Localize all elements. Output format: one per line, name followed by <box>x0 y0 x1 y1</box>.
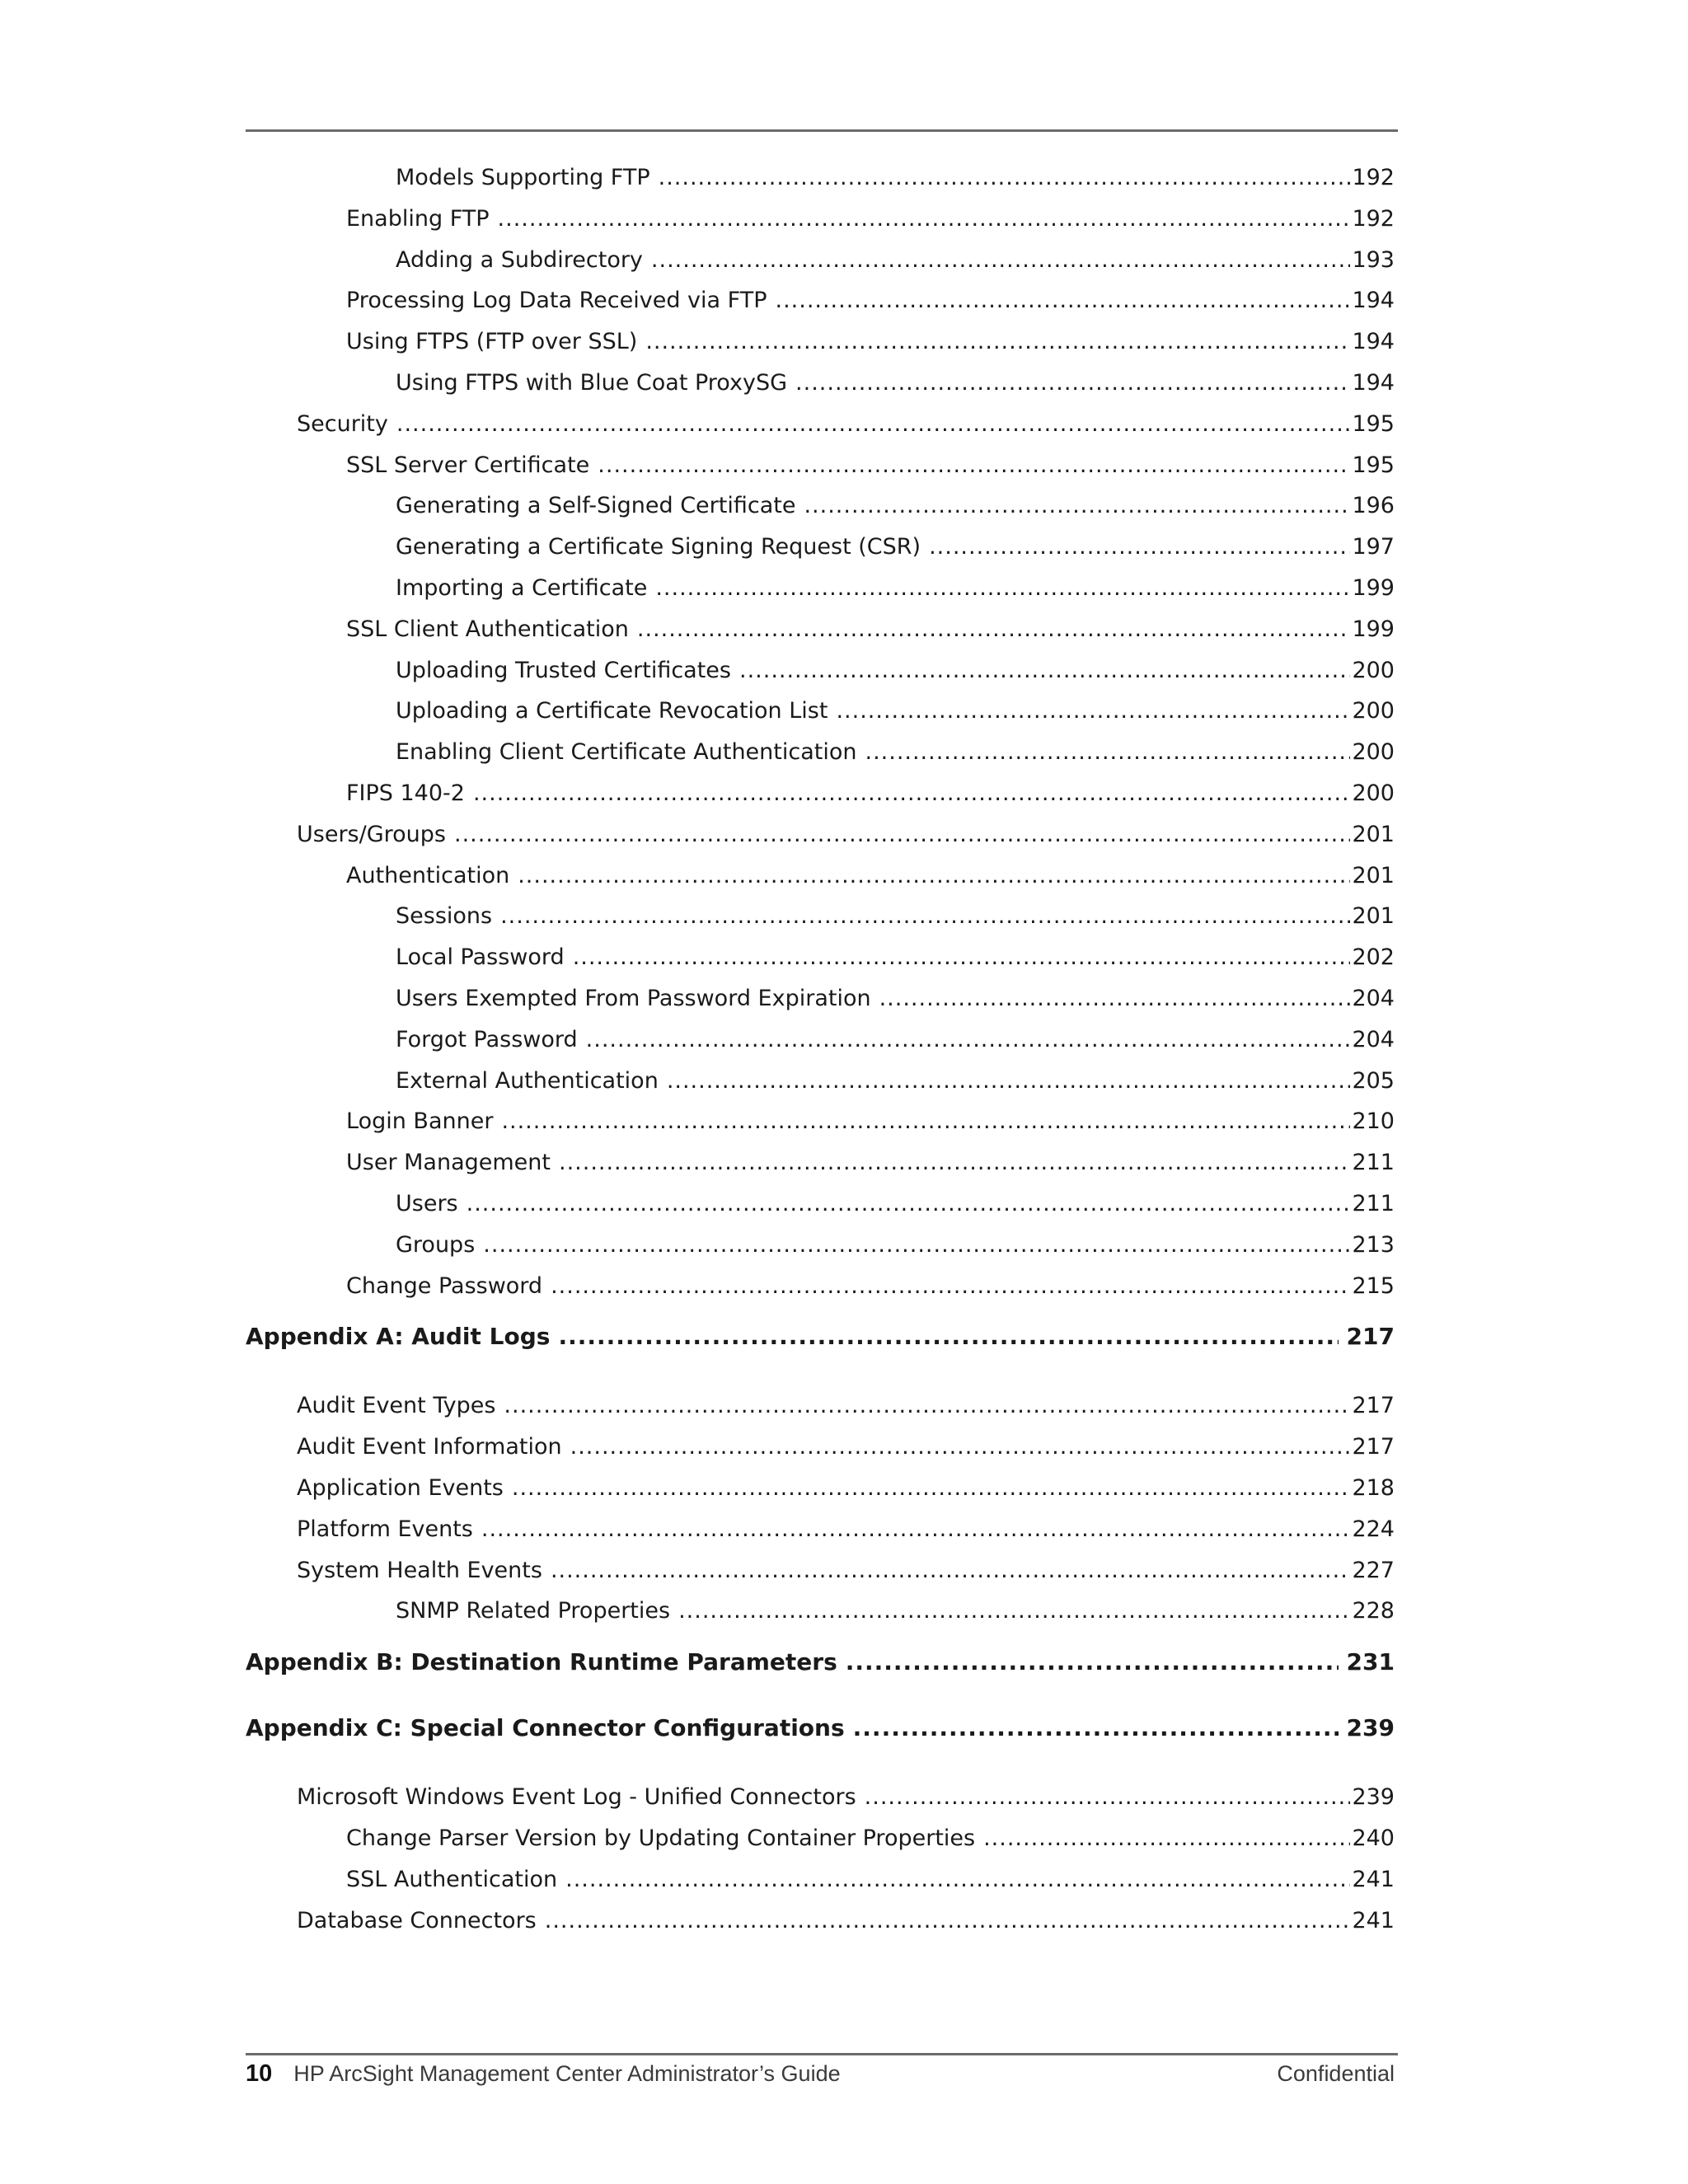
dot-leader <box>739 654 1350 687</box>
toc-entry-title: Authentication <box>346 862 510 888</box>
toc-entry-title: Groups <box>396 1231 476 1258</box>
toc-entry-page: 192 <box>1352 205 1395 232</box>
toc-entry-page: 211 <box>1352 1150 1395 1176</box>
toc-entry-title: Audit Event Information <box>297 1434 562 1460</box>
toc-entry[interactable] <box>246 1146 1395 1179</box>
toc-entry-title: Generating a Self-Signed Certificate <box>396 493 796 519</box>
dot-leader <box>983 1822 1350 1855</box>
toc-entry[interactable] <box>246 1472 1395 1505</box>
toc-entry[interactable] <box>246 408 1395 441</box>
toc-entry-page: 200 <box>1352 739 1395 766</box>
dot-leader <box>504 1390 1350 1422</box>
toc-entry-page: 217 <box>1346 1323 1395 1351</box>
dot-leader <box>865 1781 1351 1814</box>
toc-entry-page: 241 <box>1352 1907 1395 1933</box>
toc-entry-title: User Management <box>346 1150 551 1176</box>
toc-entry-page: 201 <box>1352 903 1395 930</box>
toc-entry[interactable] <box>246 900 1395 933</box>
dot-leader <box>473 777 1351 810</box>
toc-entry-page: 192 <box>1352 165 1395 190</box>
toc-entry[interactable] <box>246 1822 1395 1855</box>
dot-leader <box>598 449 1350 482</box>
toc-entry-page: 200 <box>1352 780 1395 806</box>
footer-document-title: HP ArcSight Management Center Administrator’s Guide <box>293 2061 841 2086</box>
toc-entry-page: 211 <box>1352 1191 1395 1216</box>
toc-entry-page: 217 <box>1352 1393 1395 1419</box>
toc-entry-title: SSL Client Authentication <box>346 616 629 642</box>
toc-chapter-entry[interactable] <box>246 1712 1395 1745</box>
dot-leader <box>804 490 1350 523</box>
dot-leader <box>929 531 1350 564</box>
toc-entry-title: Users <box>396 1191 458 1216</box>
toc-entry-title: Audit Event Types <box>297 1393 496 1419</box>
dot-leader <box>651 244 1351 277</box>
toc-entry-page: 239 <box>1352 1784 1395 1811</box>
dot-leader <box>865 736 1350 769</box>
toc-entry[interactable] <box>246 367 1395 400</box>
toc-entry[interactable] <box>246 531 1395 564</box>
toc-entry-title: Generating a Certificate Signing Request (CSR) <box>396 534 921 560</box>
toc-entry[interactable] <box>246 1105 1395 1138</box>
toc-entry-page: 196 <box>1352 493 1395 519</box>
toc-entry-title: Models Supporting FTP <box>396 165 650 190</box>
page-footer <box>246 2060 1395 2093</box>
dot-leader <box>518 860 1350 893</box>
toc-entry[interactable] <box>246 572 1395 605</box>
dot-leader <box>645 326 1350 359</box>
toc-entry-page: 228 <box>1352 1598 1395 1624</box>
toc-entry-page: 200 <box>1352 698 1395 724</box>
toc-entry-page: 231 <box>1346 1648 1395 1676</box>
toc-entry-title: Adding a Subdirectory <box>396 246 643 273</box>
toc-chapter-entry[interactable] <box>246 1320 1395 1353</box>
toc-entry[interactable] <box>246 490 1395 523</box>
toc-entry-page: 195 <box>1352 452 1395 478</box>
toc-entry-title: Security <box>297 410 388 437</box>
toc-entry-title: Uploading Trusted Certificates <box>396 657 731 683</box>
toc-entry-title: Change Password <box>346 1272 543 1299</box>
toc-entry-page: 224 <box>1352 1516 1395 1542</box>
dot-leader <box>846 1646 1339 1679</box>
dot-leader <box>879 982 1351 1015</box>
dot-leader <box>853 1712 1339 1745</box>
toc-entry[interactable] <box>246 1229 1395 1262</box>
dot-leader <box>396 408 1351 441</box>
dot-leader <box>551 1554 1351 1587</box>
dot-leader <box>483 1229 1350 1262</box>
toc-entry-page: 204 <box>1352 1026 1395 1052</box>
toc-entry-page: 197 <box>1352 534 1395 560</box>
toc-entry[interactable] <box>246 1270 1395 1303</box>
toc-entry[interactable] <box>246 736 1395 769</box>
toc-entry-page: 217 <box>1352 1434 1395 1460</box>
toc-entry[interactable] <box>246 1863 1395 1896</box>
toc-entry-page: 241 <box>1352 1866 1395 1892</box>
toc-entry-page: 193 <box>1352 246 1395 273</box>
toc-entry-page: 205 <box>1352 1067 1395 1094</box>
dot-leader <box>637 613 1351 646</box>
toc-entry[interactable] <box>246 1188 1395 1221</box>
toc-entry[interactable] <box>246 777 1395 810</box>
dot-leader <box>498 203 1351 236</box>
toc-entry[interactable] <box>246 941 1395 974</box>
toc-entry-page: 201 <box>1352 821 1395 847</box>
dot-leader <box>586 1024 1351 1057</box>
toc-entry[interactable] <box>246 982 1395 1015</box>
toc-entry[interactable] <box>246 1781 1395 1814</box>
toc-entry[interactable] <box>246 162 1395 194</box>
toc-entry-title: Using FTPS (FTP over SSL) <box>346 329 638 355</box>
toc-entry-title: Appendix B: Destination Runtime Parameters <box>246 1648 837 1676</box>
toc-entry-title: Enabling FTP <box>346 205 490 232</box>
toc-entry-title: Using FTPS with Blue Coat ProxySG <box>396 370 788 396</box>
dot-leader <box>559 1146 1350 1179</box>
toc-entry[interactable] <box>246 1554 1395 1587</box>
dot-leader <box>795 367 1350 400</box>
toc-entry[interactable] <box>246 860 1395 893</box>
header-rule <box>246 129 1398 132</box>
toc-entry-page: 199 <box>1352 616 1395 642</box>
toc-entry[interactable] <box>246 326 1395 359</box>
toc-entry-page: 218 <box>1352 1475 1395 1501</box>
toc-entry[interactable] <box>246 818 1395 851</box>
toc-entry[interactable] <box>246 1431 1395 1464</box>
toc-entry[interactable] <box>246 1065 1395 1098</box>
dot-leader <box>573 941 1351 974</box>
footer-rule <box>246 2053 1398 2055</box>
dot-leader <box>655 572 1350 605</box>
toc-entry-title: Change Parser Version by Updating Container Properties <box>346 1825 976 1851</box>
toc-entry-title: Users/Groups <box>297 821 446 847</box>
toc-entry-title: Enabling Client Certificate Authentication <box>396 739 857 766</box>
toc-entry-title: Microsoft Windows Event Log - Unified Connectors <box>297 1784 856 1811</box>
dot-leader <box>551 1270 1350 1303</box>
toc-entry-page: 199 <box>1352 575 1395 601</box>
toc-entry[interactable] <box>246 1905 1395 1938</box>
toc-entry-title: SSL Server Certificate <box>346 452 590 478</box>
toc-entry-title: SNMP Related Properties <box>396 1598 671 1624</box>
toc-entry-title: Login Banner <box>346 1108 494 1135</box>
toc-entry[interactable] <box>246 449 1395 482</box>
dot-leader <box>512 1472 1351 1505</box>
toc-entry-title: FIPS 140-2 <box>346 780 465 806</box>
toc-entry-page: 239 <box>1346 1714 1395 1742</box>
toc-chapter-entry[interactable] <box>246 1646 1395 1679</box>
toc-entry-page: 194 <box>1352 288 1395 314</box>
toc-entry-page: 195 <box>1352 410 1395 437</box>
dot-leader <box>565 1863 1350 1896</box>
toc-entry-title: System Health Events <box>297 1557 542 1583</box>
toc-entry-page: 213 <box>1352 1231 1395 1258</box>
toc-entry[interactable] <box>246 244 1395 277</box>
toc-entry[interactable] <box>246 284 1395 317</box>
toc-entry-title: Processing Log Data Received via FTP <box>346 288 767 314</box>
toc-entry-title: External Authentication <box>396 1067 659 1094</box>
toc-entry-page: 204 <box>1352 986 1395 1011</box>
toc-entry-title: Forgot Password <box>396 1026 578 1052</box>
toc-entry-page: 215 <box>1352 1272 1395 1299</box>
dot-leader <box>678 1595 1350 1628</box>
toc-entry-title: Sessions <box>396 903 493 930</box>
dot-leader <box>659 162 1351 194</box>
toc-entry-title: Uploading a Certificate Revocation List <box>396 698 828 724</box>
dot-leader <box>570 1431 1351 1464</box>
toc-entry-title: Appendix C: Special Connector Configurations <box>246 1714 845 1742</box>
toc-entry[interactable] <box>246 1024 1395 1057</box>
toc-entry-page: 200 <box>1352 657 1395 683</box>
toc-entry-page: 202 <box>1352 944 1395 971</box>
toc-entry-page: 201 <box>1352 862 1395 888</box>
toc-entry-page: 194 <box>1352 329 1395 355</box>
toc-entry-page: 227 <box>1352 1557 1395 1583</box>
toc-entry-title: Appendix A: Audit Logs <box>246 1323 551 1351</box>
dot-leader <box>500 900 1350 933</box>
toc-entry-title: Local Password <box>396 944 565 971</box>
dot-leader <box>501 1105 1350 1138</box>
dot-leader <box>836 695 1350 728</box>
toc-entry-title: Application Events <box>297 1475 504 1501</box>
dot-leader <box>558 1320 1338 1353</box>
toc-entry[interactable] <box>246 1390 1395 1422</box>
toc-entry-page: 194 <box>1352 370 1395 396</box>
dot-leader <box>545 1905 1351 1938</box>
toc-entry-page: 240 <box>1352 1825 1395 1851</box>
toc-entry[interactable] <box>246 203 1395 236</box>
toc-entry[interactable] <box>246 695 1395 728</box>
toc-entry-title: Importing a Certificate <box>396 575 648 601</box>
dot-leader <box>454 818 1350 851</box>
toc-entry[interactable] <box>246 1595 1395 1628</box>
footer-confidential-label: Confidential <box>1277 2061 1395 2086</box>
toc-entry-title: SSL Authentication <box>346 1866 558 1892</box>
footer-page-number: 10 <box>246 2060 273 2087</box>
toc-entry-title: Platform Events <box>297 1516 473 1542</box>
dot-leader <box>481 1513 1351 1546</box>
dot-leader <box>667 1065 1351 1098</box>
toc-entry-title: Database Connectors <box>297 1907 537 1933</box>
dot-leader <box>775 284 1350 317</box>
toc-entry[interactable] <box>246 1513 1395 1546</box>
toc-entry[interactable] <box>246 654 1395 687</box>
toc-entry[interactable] <box>246 613 1395 646</box>
toc-entry-title: Users Exempted From Password Expiration <box>396 986 871 1011</box>
toc-entry-page: 210 <box>1352 1108 1395 1135</box>
dot-leader <box>467 1188 1351 1221</box>
